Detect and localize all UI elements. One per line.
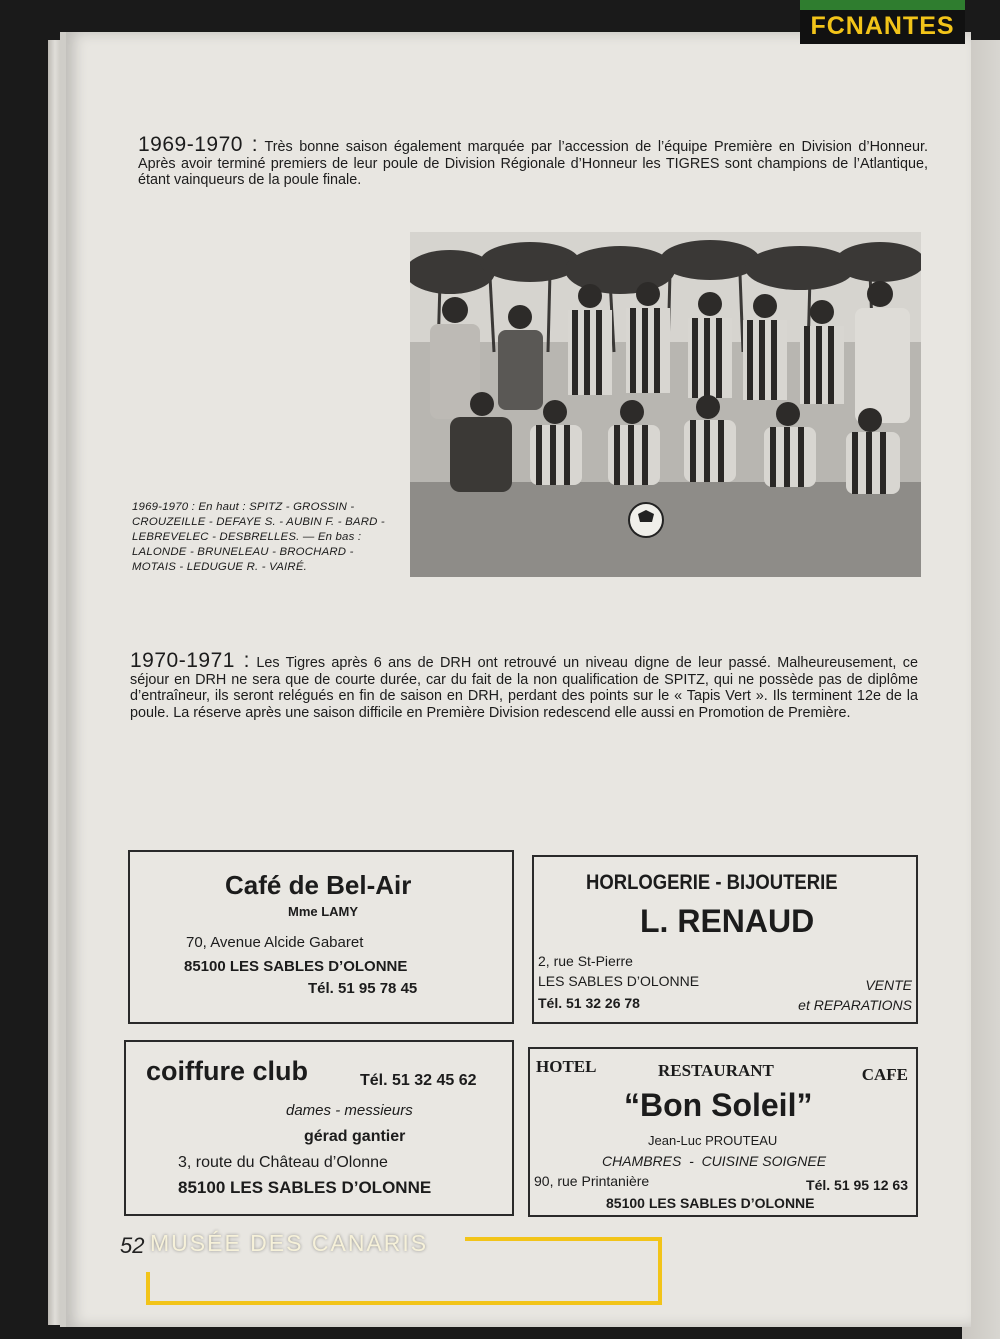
ad-cafe-bel-air bbox=[128, 850, 514, 1024]
ad-coiffure-clients: dames - messieurs bbox=[286, 1102, 413, 1119]
team-photo bbox=[410, 232, 921, 577]
season-1970-year: 1970-1971 : bbox=[130, 649, 250, 672]
ad-renaud-service2: et REPARATIONS bbox=[798, 997, 912, 1013]
ad-belair-name: Café de Bel-Air bbox=[225, 870, 412, 900]
footer-line-left bbox=[146, 1272, 150, 1305]
season-1969-text: Très bonne saison également marquée par l’accession de l’équipe Première en Division d’Honneur. Après avoir terminé premiers de leur poule de Division Régionale d’Honneur les TIGRES sont champions de l’Atlantique, étant vainqueurs de la poule finale. bbox=[138, 139, 928, 188]
ad-renaud-phone: Tél. 51 32 26 78 bbox=[538, 995, 640, 1011]
ad-renaud-city: LES SABLES D’OLONNE bbox=[538, 973, 700, 989]
ad-soleil-street: 90, rue Printanière bbox=[534, 1173, 650, 1189]
ad-soleil-phone: Tél. 51 95 12 63 bbox=[806, 1177, 908, 1193]
ad-bon-soleil bbox=[528, 1047, 918, 1217]
ad-renaud-street: 2, rue St-Pierre bbox=[538, 953, 633, 969]
ad-coiffure-city: 85100 LES SABLES D’OLONNE bbox=[178, 1178, 432, 1197]
ad-coiffure-club bbox=[124, 1040, 514, 1216]
ad-soleil-name: “Bon Soleil” bbox=[624, 1087, 813, 1123]
ad-coiffure-owner: gérad gantier bbox=[304, 1128, 406, 1145]
season-1970-text: Les Tigres après 6 ans de DRH ont retrouvé un niveau digne de leur passé. Malheureusement, ce séjour en DRH ne sera que de courte durée, car du fait de la non qualification de SPITZ, qui ne possède pas de diplôme d’entraîneur, ils seront relégués en fin de saison en DRH, perdant des points sur le « Tapis Vert ». Ils terminent 12e de la poule. La réserve après une saison difficile en Première Division redescend elle aussi en Promotion de Première. bbox=[130, 655, 918, 721]
season-1970-paragraph bbox=[130, 649, 918, 721]
ad-coiffure-name: coiffure club bbox=[146, 1056, 309, 1086]
ad-soleil-services: CHAMBRES - CUISINE SOIGNEE bbox=[602, 1153, 827, 1169]
footer-line-top bbox=[465, 1237, 662, 1241]
photo-caption: 1969-1970 : En haut : SPITZ - GROSSIN - CROUZEILLE - DEFAYE S. - AUBIN F. - BARD - LEBREVELEC - DESBRELLES. — En bas : LALONDE - BRUNELEAU - BROCHARD - MOTAIS - LEDUGUE R. - VAIRÉ. bbox=[132, 501, 385, 573]
ad-soleil-restaurant: RESTAURANT bbox=[658, 1061, 774, 1080]
footer-line-right bbox=[658, 1237, 662, 1305]
ad-coiffure-phone: Tél. 51 32 45 62 bbox=[360, 1072, 477, 1089]
ad-soleil-owner: Jean-Luc PROUTEAU bbox=[648, 1133, 778, 1148]
season-1969-year: 1969-1970 : bbox=[138, 133, 259, 156]
ad-renaud-trade: HORLOGERIE - BIJOUTERIE bbox=[586, 871, 838, 894]
ad-belair-street: 70, Avenue Alcide Gabaret bbox=[186, 934, 364, 951]
season-1969-paragraph bbox=[138, 133, 928, 189]
footer-title: MUSÉE DES CANARIS bbox=[150, 1230, 429, 1256]
ad-belair-phone: Tél. 51 95 78 45 bbox=[308, 980, 418, 997]
brand-badge bbox=[800, 0, 965, 44]
ad-coiffure-street: 3, route du Château d’Olonne bbox=[178, 1154, 388, 1171]
brand-name: FCNANTES bbox=[810, 12, 955, 40]
ad-soleil-hotel: HOTEL bbox=[536, 1057, 597, 1076]
ad-renaud-name: L. RENAUD bbox=[640, 903, 815, 939]
ad-renaud bbox=[532, 855, 918, 1024]
page-number: 52 bbox=[120, 1233, 145, 1258]
ad-soleil-cafe: CAFE bbox=[861, 1065, 908, 1084]
ad-belair-owner: Mme LAMY bbox=[288, 904, 359, 919]
ad-renaud-service1: VENTE bbox=[865, 977, 912, 993]
ad-belair-city: 85100 LES SABLES D’OLONNE bbox=[184, 958, 408, 975]
ad-soleil-city: 85100 LES SABLES D’OLONNE bbox=[606, 1195, 815, 1211]
footer-line-bottom bbox=[146, 1301, 662, 1305]
brand-stripe bbox=[800, 0, 965, 10]
team-photo-illustration bbox=[410, 232, 921, 577]
